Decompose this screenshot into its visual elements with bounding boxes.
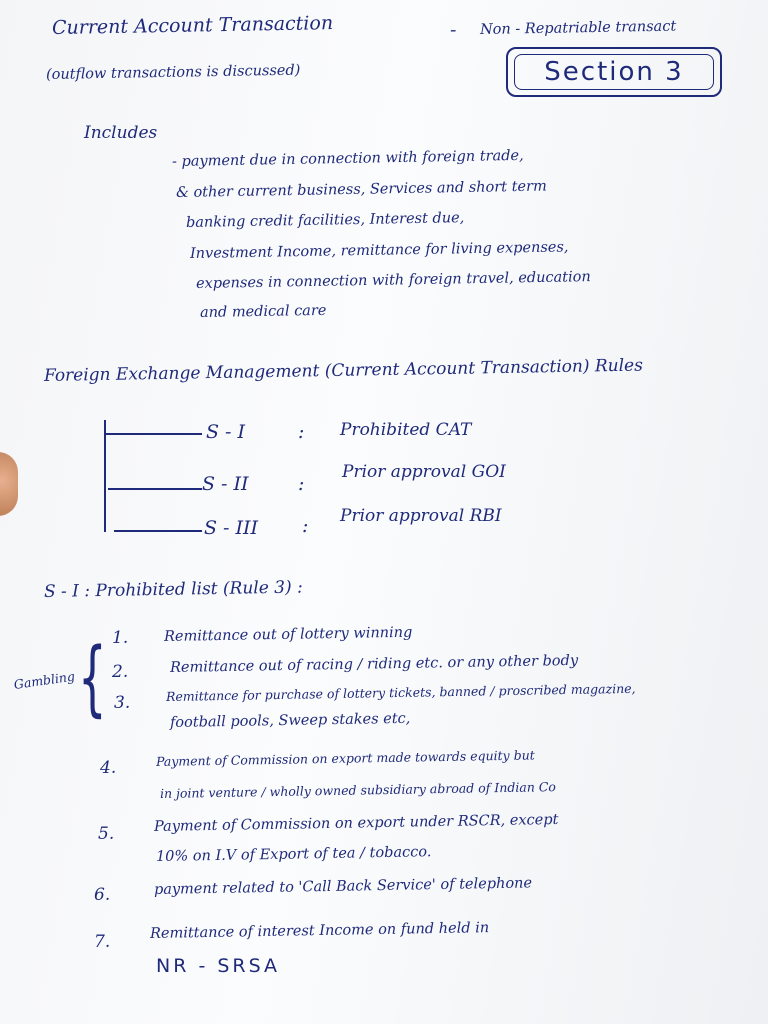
- includes-line: - payment due in connection with foreign trade,: [171, 147, 524, 170]
- schedule-code: S - II: [202, 473, 249, 495]
- tree-branch-line: [114, 530, 202, 532]
- prohibited-item-line: payment related to 'Call Back Service' of telephone: [153, 875, 533, 898]
- gambling-brace: {: [78, 631, 107, 726]
- prohibited-item-line: in joint venture / wholly owned subsidiary abroad of Indian Co: [159, 779, 557, 801]
- prohibited-item-line: Remittance out of racing / riding etc. or any other body: [169, 652, 579, 676]
- tree-trunk-line: [104, 420, 106, 532]
- includes-line: and medical care: [199, 302, 327, 321]
- fema-heading: Foreign Exchange Management (Current Account Transaction) Rules: [43, 355, 644, 386]
- item-number: 3.: [114, 693, 131, 713]
- prohibited-item-line: Remittance out of lottery winning: [163, 624, 413, 645]
- includes-line: & other current business, Services and short term: [175, 178, 547, 201]
- prohibited-heading: S - I : Prohibited list (Rule 3) :: [43, 577, 303, 602]
- includes-heading: Includes: [84, 123, 158, 143]
- tree-branch-line: [104, 433, 202, 435]
- includes-line: expenses in connection with foreign travel, education: [195, 269, 591, 292]
- page-title: Current Account Transaction: [51, 12, 334, 39]
- section-label: Section 3: [544, 57, 684, 87]
- schedule-desc: Prohibited CAT: [340, 420, 472, 440]
- prohibited-item-line: Remittance for purchase of lottery tickets, banned / proscribed magazine,: [165, 680, 636, 704]
- thumb-photo-edge: [0, 452, 18, 516]
- schedule-desc: Prior approval GOI: [342, 462, 506, 482]
- item-number: 1.: [112, 628, 129, 648]
- schedule-code: S - I: [206, 421, 246, 443]
- prohibited-item-line: Remittance of interest Income on fund held in: [149, 920, 490, 942]
- item-number: 7.: [94, 932, 111, 952]
- tree-branch-line: [108, 488, 202, 490]
- section-badge: [506, 47, 722, 97]
- title-dash: -: [450, 19, 457, 41]
- prohibited-item-line: football pools, Sweep stakes etc,: [169, 710, 411, 731]
- includes-line: banking credit facilities, Interest due,: [185, 210, 465, 231]
- schedule-colon: :: [302, 515, 309, 537]
- includes-line: Investment Income, remittance for living expenses,: [189, 239, 569, 262]
- prohibited-item-line: 10% on I.V of Export of tea / tobacco.: [155, 844, 432, 865]
- item-number: 2.: [112, 662, 129, 682]
- schedule-colon: :: [298, 473, 305, 495]
- item-number: 6.: [94, 885, 111, 905]
- item-number: 4.: [100, 758, 117, 778]
- prohibited-item-line: Payment of Commission on export made towards equity but: [155, 747, 535, 769]
- schedule-colon: :: [298, 421, 305, 443]
- schedule-desc: Prior approval RBI: [340, 506, 502, 526]
- outflow-note: (outflow transactions is discussed): [45, 62, 301, 83]
- prohibited-item-line: NR - SRSA: [156, 955, 281, 977]
- title-right-note: Non - Repatriable transact: [479, 18, 677, 38]
- gambling-label: Gambling: [12, 668, 76, 692]
- schedule-code: S - III: [204, 517, 259, 539]
- prohibited-item-line: Payment of Commission on export under RSCR, except: [153, 811, 559, 835]
- item-number: 5.: [98, 824, 115, 844]
